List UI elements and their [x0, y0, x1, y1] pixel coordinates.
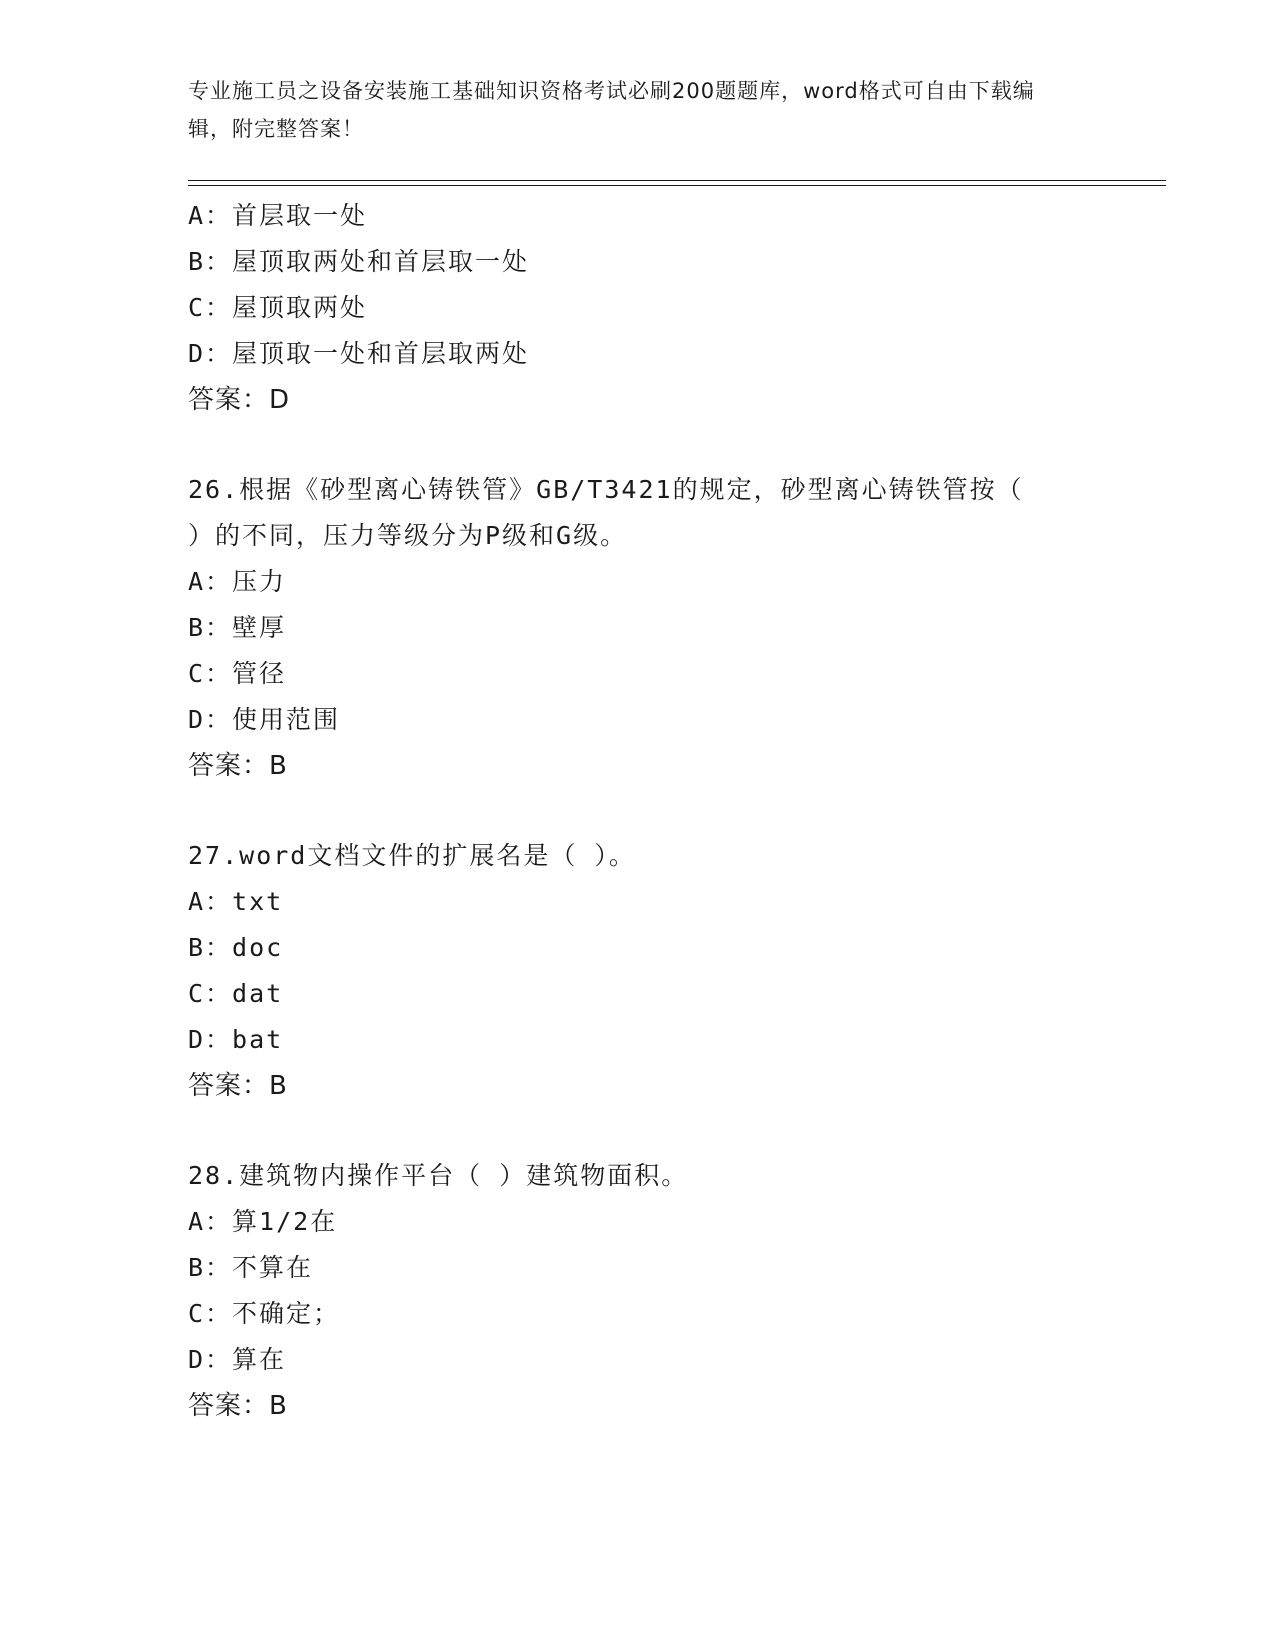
question-block-25 — [188, 193, 1128, 423]
option-b: B：不算在 — [188, 1253, 314, 1282]
answer-line: 答案：B — [188, 1071, 288, 1101]
option-d: D：算在 — [188, 1345, 287, 1374]
header-divider-bottom — [188, 185, 1166, 186]
header-divider-top — [188, 180, 1166, 181]
question-stem: 28.建筑物内操作平台（ ）建筑物面积。 — [188, 1161, 689, 1190]
answer-line: 答案：D — [188, 385, 291, 415]
option-c: C：屋顶取两处 — [188, 293, 368, 322]
option-b: B：doc — [188, 933, 284, 962]
question-stem-line1: 26.根据《砂型离心铸铁管》GB/T3421的规定，砂型离心铸铁管按（ — [188, 475, 1024, 504]
option-b: B：屋顶取两处和首层取一处 — [188, 247, 530, 276]
question-list — [188, 193, 1128, 1429]
option-b: B：壁厚 — [188, 613, 287, 642]
question-stem: 27.word文档文件的扩展名是（ ）。 — [188, 841, 636, 870]
option-a: A：压力 — [188, 567, 287, 596]
option-c: C：管径 — [188, 659, 287, 688]
document-header: 专业施工员之设备安装施工基础知识资格考试必刷200题题库，word格式可自由下载编辑，附完整答案！ — [188, 79, 1035, 141]
option-c: C：dat — [188, 979, 284, 1008]
question-block-26 — [188, 467, 1128, 789]
question-stem-line2: ）的不同，压力等级分为P级和G级。 — [188, 521, 628, 550]
question-block-27 — [188, 833, 1128, 1109]
option-a: A：算1/2在 — [188, 1207, 338, 1236]
option-d: D：使用范围 — [188, 705, 341, 734]
option-a: A：txt — [188, 887, 284, 916]
option-a: A：首层取一处 — [188, 201, 368, 230]
answer-line: 答案：B — [188, 1391, 288, 1421]
option-c: C：不确定； — [188, 1299, 341, 1328]
question-block-28 — [188, 1153, 1128, 1429]
option-d: D：屋顶取一处和首层取两处 — [188, 339, 530, 368]
answer-line: 答案：B — [188, 751, 288, 781]
option-d: D：bat — [188, 1025, 284, 1054]
